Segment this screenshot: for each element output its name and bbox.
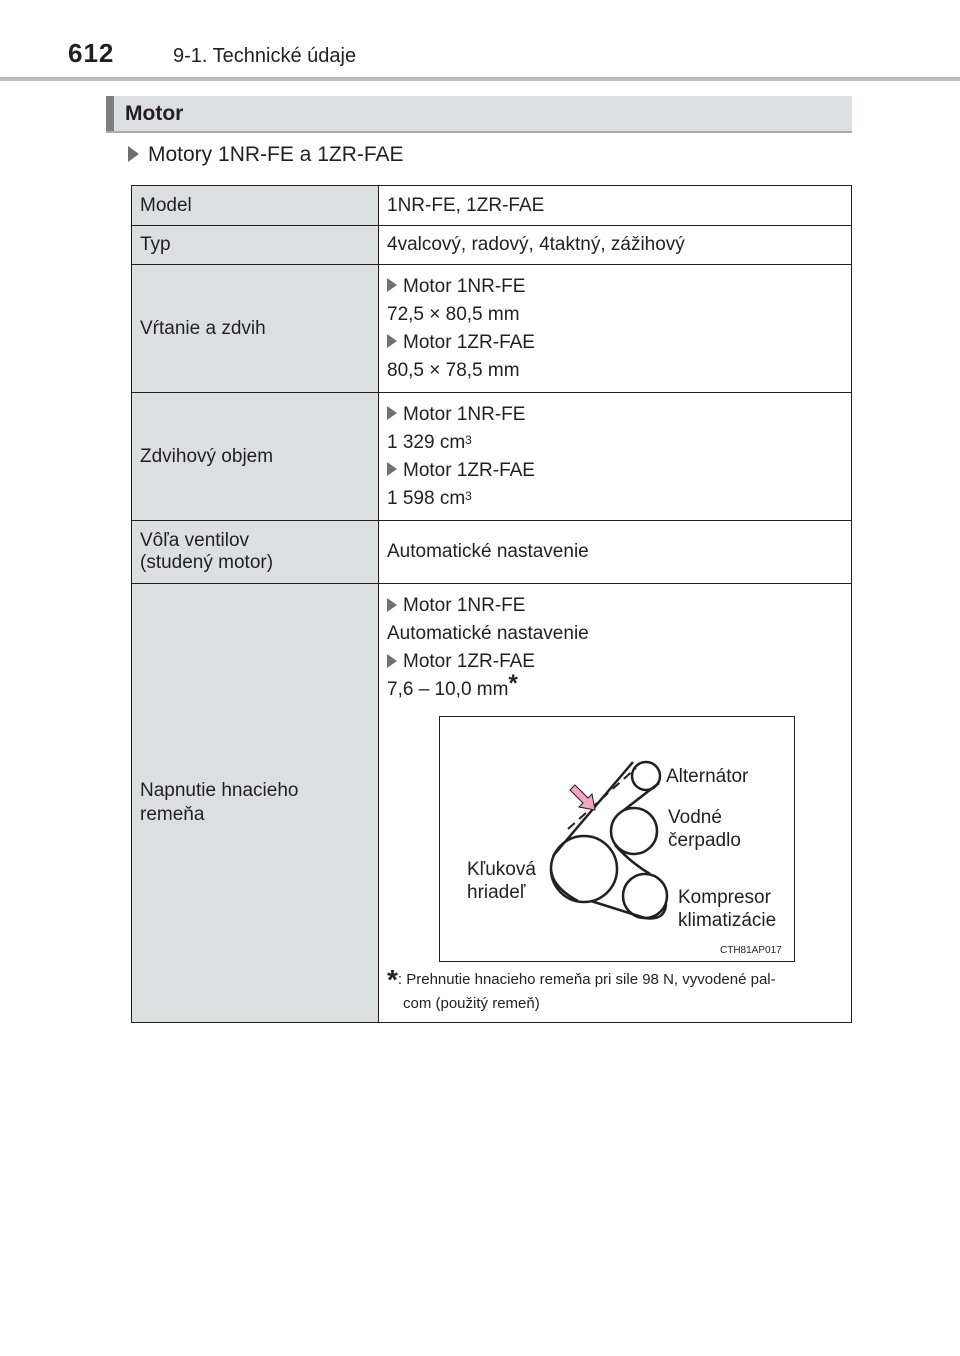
chapter-title: 9-1. Technické údaje xyxy=(173,45,357,67)
engine-item xyxy=(387,401,843,429)
footnote-text: com (použitý remeň) xyxy=(403,995,540,1013)
compressor-label-line2: klimatizácie xyxy=(678,910,777,931)
triangle-bullet-icon xyxy=(387,278,397,292)
table-row-valve-clearance xyxy=(132,521,852,584)
engine-name: Motor 1ZR-FAE xyxy=(403,331,535,353)
value-text: 1 598 cm xyxy=(387,487,466,509)
value-text: 7,6 – 10,0 mm xyxy=(387,679,509,700)
row-label xyxy=(132,584,379,1023)
superscript: 3 xyxy=(465,488,472,503)
value-text: 1 329 cm xyxy=(387,431,466,453)
engine-spec-table xyxy=(131,185,852,1023)
engine-item xyxy=(387,648,843,676)
triangle-bullet-icon xyxy=(387,598,397,612)
engine-name: Motor 1NR-FE xyxy=(403,275,526,297)
label-line: Napnutie hnacieho xyxy=(140,780,299,802)
row-value xyxy=(379,265,852,393)
row-value xyxy=(379,584,852,1023)
row-label: Model xyxy=(132,186,379,226)
section-accent xyxy=(106,96,114,131)
row-label xyxy=(132,521,379,584)
engine-name: Motor 1ZR-FAE xyxy=(403,651,535,672)
table-row-displacement xyxy=(132,393,852,521)
page-header xyxy=(0,0,960,82)
spec-value xyxy=(387,429,843,457)
compressor-pulley xyxy=(623,874,667,918)
compressor-label-line1: Kompresor xyxy=(678,887,771,908)
footnote-line xyxy=(387,964,843,996)
engine-item xyxy=(387,273,843,301)
belt-segment xyxy=(615,845,650,874)
push-arrow-icon xyxy=(570,785,595,810)
triangle-bullet-icon xyxy=(387,462,397,476)
engine-name: Motor 1ZR-FAE xyxy=(403,459,535,481)
belt-diagram xyxy=(439,716,795,962)
subheading xyxy=(128,143,404,167)
crankshaft-label-line1: Kľuková xyxy=(467,859,536,880)
row-value xyxy=(379,393,852,521)
subheading-text: Motory 1NR-FE a 1ZR-FAE xyxy=(148,143,404,166)
spec-value: Automatické nastavenie xyxy=(387,623,589,644)
footnote-text: : Prehnutie hnacieho remeňa pri sile 98 N, vyvodené pal- xyxy=(397,971,776,988)
row-label: Typ xyxy=(132,226,379,265)
table-row-belt-tension xyxy=(132,584,852,1023)
footnote xyxy=(387,964,843,1022)
label-line: Vôľa ventilov xyxy=(140,530,250,551)
page-number: 612 xyxy=(68,38,115,68)
triangle-bullet-icon xyxy=(387,654,397,668)
diagram-code: CTH81AP017 xyxy=(720,945,782,956)
table-row-bore-stroke xyxy=(132,265,852,393)
header-divider xyxy=(0,77,960,81)
triangle-bullet-icon xyxy=(387,406,397,420)
engine-name: Motor 1NR-FE xyxy=(403,403,526,425)
label-line: (studený motor) xyxy=(140,552,274,573)
row-label: Zdvihový objem xyxy=(132,393,379,521)
water-pump-label-line1: Vodné xyxy=(668,807,722,828)
row-value: 4valcový, radový, 4taktný, zážihový xyxy=(379,226,852,265)
table-row-type xyxy=(132,226,852,265)
asterisk-mark: * xyxy=(387,964,398,996)
triangle-bullet-icon xyxy=(128,146,139,162)
triangle-bullet-icon xyxy=(387,334,397,348)
engine-item xyxy=(387,592,843,620)
asterisk-mark: * xyxy=(508,670,518,697)
spec-value xyxy=(387,670,843,704)
row-label: Vŕtanie a zdvih xyxy=(132,265,379,393)
alternator-label: Alternátor xyxy=(666,766,749,787)
water-pump-label-line2: čerpadlo xyxy=(668,830,741,851)
engine-item xyxy=(387,457,843,485)
spec-value: 80,5 × 78,5 mm xyxy=(387,359,520,381)
engine-item xyxy=(387,329,843,357)
row-value: 1NR-FE, 1ZR-FAE xyxy=(379,186,852,226)
engine-name: Motor 1NR-FE xyxy=(403,595,526,616)
spec-value: 72,5 × 80,5 mm xyxy=(387,303,520,325)
label-line: remeňa xyxy=(140,804,205,826)
row-value: Automatické nastavenie xyxy=(379,521,852,584)
crankshaft-label-line2: hriadeľ xyxy=(467,882,526,903)
belt-segment xyxy=(624,783,659,810)
spec-value xyxy=(387,485,843,513)
superscript: 3 xyxy=(465,432,472,447)
table-row-model xyxy=(132,186,852,226)
section-header xyxy=(106,96,852,133)
section-title: Motor xyxy=(125,102,184,125)
